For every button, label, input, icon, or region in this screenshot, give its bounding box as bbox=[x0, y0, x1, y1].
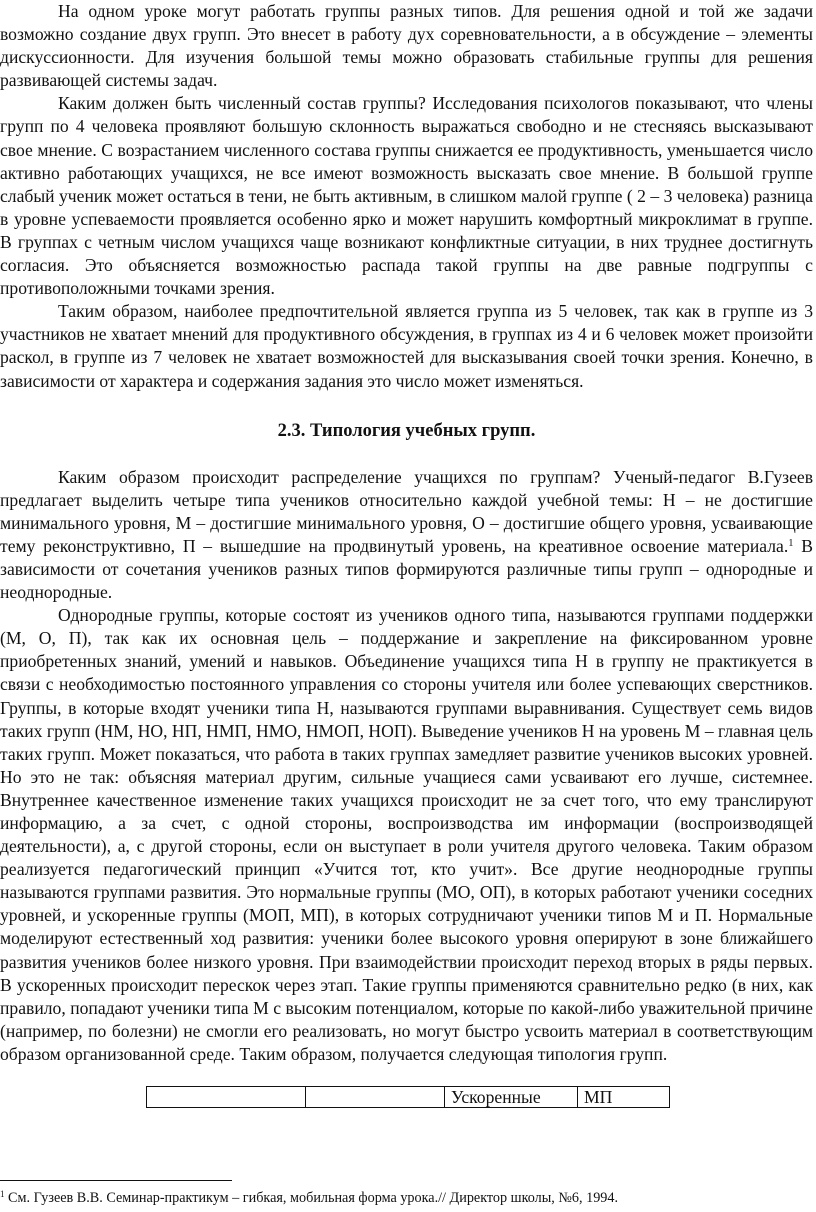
table-cell bbox=[147, 1087, 306, 1108]
table-cell: Ускоренные bbox=[445, 1087, 578, 1108]
footnote-separator bbox=[0, 1180, 232, 1181]
table-row bbox=[147, 1087, 670, 1108]
paragraph-4-text: Каким образом происходит распределение учащихся по группам? Ученый-педагог В.Гузеев предлагает выделить четыре типа учеников относительно каждой учебной темы: Н – не достигшие минимального уровня, М – достигшие минимального уровня, О – достигшие общего уровня, усваивающие тему реконструктивно, П – вышедшие на продвинутый уровень, на креативное освоение материала. bbox=[0, 466, 813, 556]
footnote-reference[interactable]: 1 bbox=[788, 537, 794, 549]
group-typology-table bbox=[146, 1086, 670, 1108]
footnote-marker: 1 bbox=[0, 1189, 5, 1199]
footnote bbox=[0, 1189, 816, 1207]
table-cell: МП bbox=[578, 1087, 670, 1108]
paragraph-1: На одном уроке могут работать группы разных типов. Для решения одной и той же задачи возможно создание двух групп. Это внесет в работу дух соревновательности, а в обсуждение – элементы дискуссионности. Для изучения большой темы можно образовать стабильные группы для решения развивающей системы задач. bbox=[0, 1, 813, 91]
paragraph-4 bbox=[0, 466, 813, 605]
table-cell bbox=[306, 1087, 445, 1108]
paragraph-5: Однородные группы, которые состоят из учеников одного типа, называются группами поддержки (М, О, П), так как их основная цель – поддержание и закрепление на фиксированном уровне приобретенных знаний, умений и навыков. Объединение учащихся типа Н в группу не практикуется в связи с необходимостью постоянного управления со стороны учителя или более успевающих сверстников. Группы, в которые входят ученики типа Н, называются группами выравнивания. Существует семь видов таких групп (НМ, НО, НП, НМП, НМО, НМОП, НОП). Выведение учеников Н на уровень М – главная цель таких групп. Может показаться, что работа в таких группах замедляет развитие учеников высоких уровней. Но это не так: объясняя материал другим, сильные учащиеся сами усваивают его лучше, системнее. Внутреннее качественное изменение таких учащихся происходит не за счет того, что ему транслируют информацию, а за счет, с одной стороны, воспроизводства им информации (воспроизводящей деятельности), а, с другой стороны, если он выступает в роли учителя другого человека. Таким образом реализуется педагогический принцип «Учится тот, кто учит». Все другие неоднородные группы называются группами развития. Это нормальные группы (МО, ОП), в которых работают ученики соседних уровней, и ускоренные группы (МОП, МП), в которых сотрудничают ученики типов М и П. Нормальные моделируют естественный ход развития: ученики более высокого уровня оперируют в зоне ближайшего развития учеников более низкого уровня. При взаимодействии происходит переход вторых в ряды первых. В ускоренных происходит перескок через этап. Такие группы применяются сравнительно редко (в них, как правило, попадают ученики типа М с высоким потенциалом, которые по какой-либо уважительной причине (например, по болезни) не смогли его реализовать, но могут быстро усвоить материал в соответствующим образом организованной среде. Таким образом, получается следующая типология групп. bbox=[0, 605, 813, 1064]
paragraph-3: Таким образом, наиболее предпочтительной является группа из 5 человек, так как в группе из 3 участников не хватает мнений для продуктивного обсуждения, в группах из 4 и 6 человек может произойти раскол, в группе из 7 человек не хватает возможностей для высказывания своей точки зрения. Конечно, в зависимости от характера и содержания задания это число может изменяться. bbox=[0, 301, 813, 391]
section-heading: 2.3. Типология учебных групп. bbox=[277, 420, 536, 441]
paragraph-2: Каким должен быть численный состав группы? Исследования психологов показывают, что члены групп по 4 человека проявляют большую склонность выражаться свободно и не стесняясь высказывают свое мнение. С возрастанием численного состава группы снижается ее продуктивность, уменьшается число активно работающих учащихся, не все имеют возможность высказать свое мнение. В большой группе слабый ученик может остаться в тени, не быть активным, в слишком малой группе ( 2 – 3 человека) разница в уровне успеваемости проявляется особенно ярко и может нарушить комфортный микроклимат в группе. В группах с четным числом учащихся чаще возникают конфликтные ситуации, в них труднее достигнуть согласия. Это объясняется возможностью распада такой группы на две равные подгруппы с противоположными точками зрения. bbox=[0, 93, 813, 299]
footnote-text: См. Гузеев В.В. Семинар-практикум – гибкая, мобильная форма урока.// Директор школы, №6, 1994. bbox=[4, 1190, 619, 1206]
paragraph-4-continuation: В зависимости от сочетания учеников разных типов формируются различные типы групп – однородные и неоднородные. bbox=[0, 535, 813, 603]
